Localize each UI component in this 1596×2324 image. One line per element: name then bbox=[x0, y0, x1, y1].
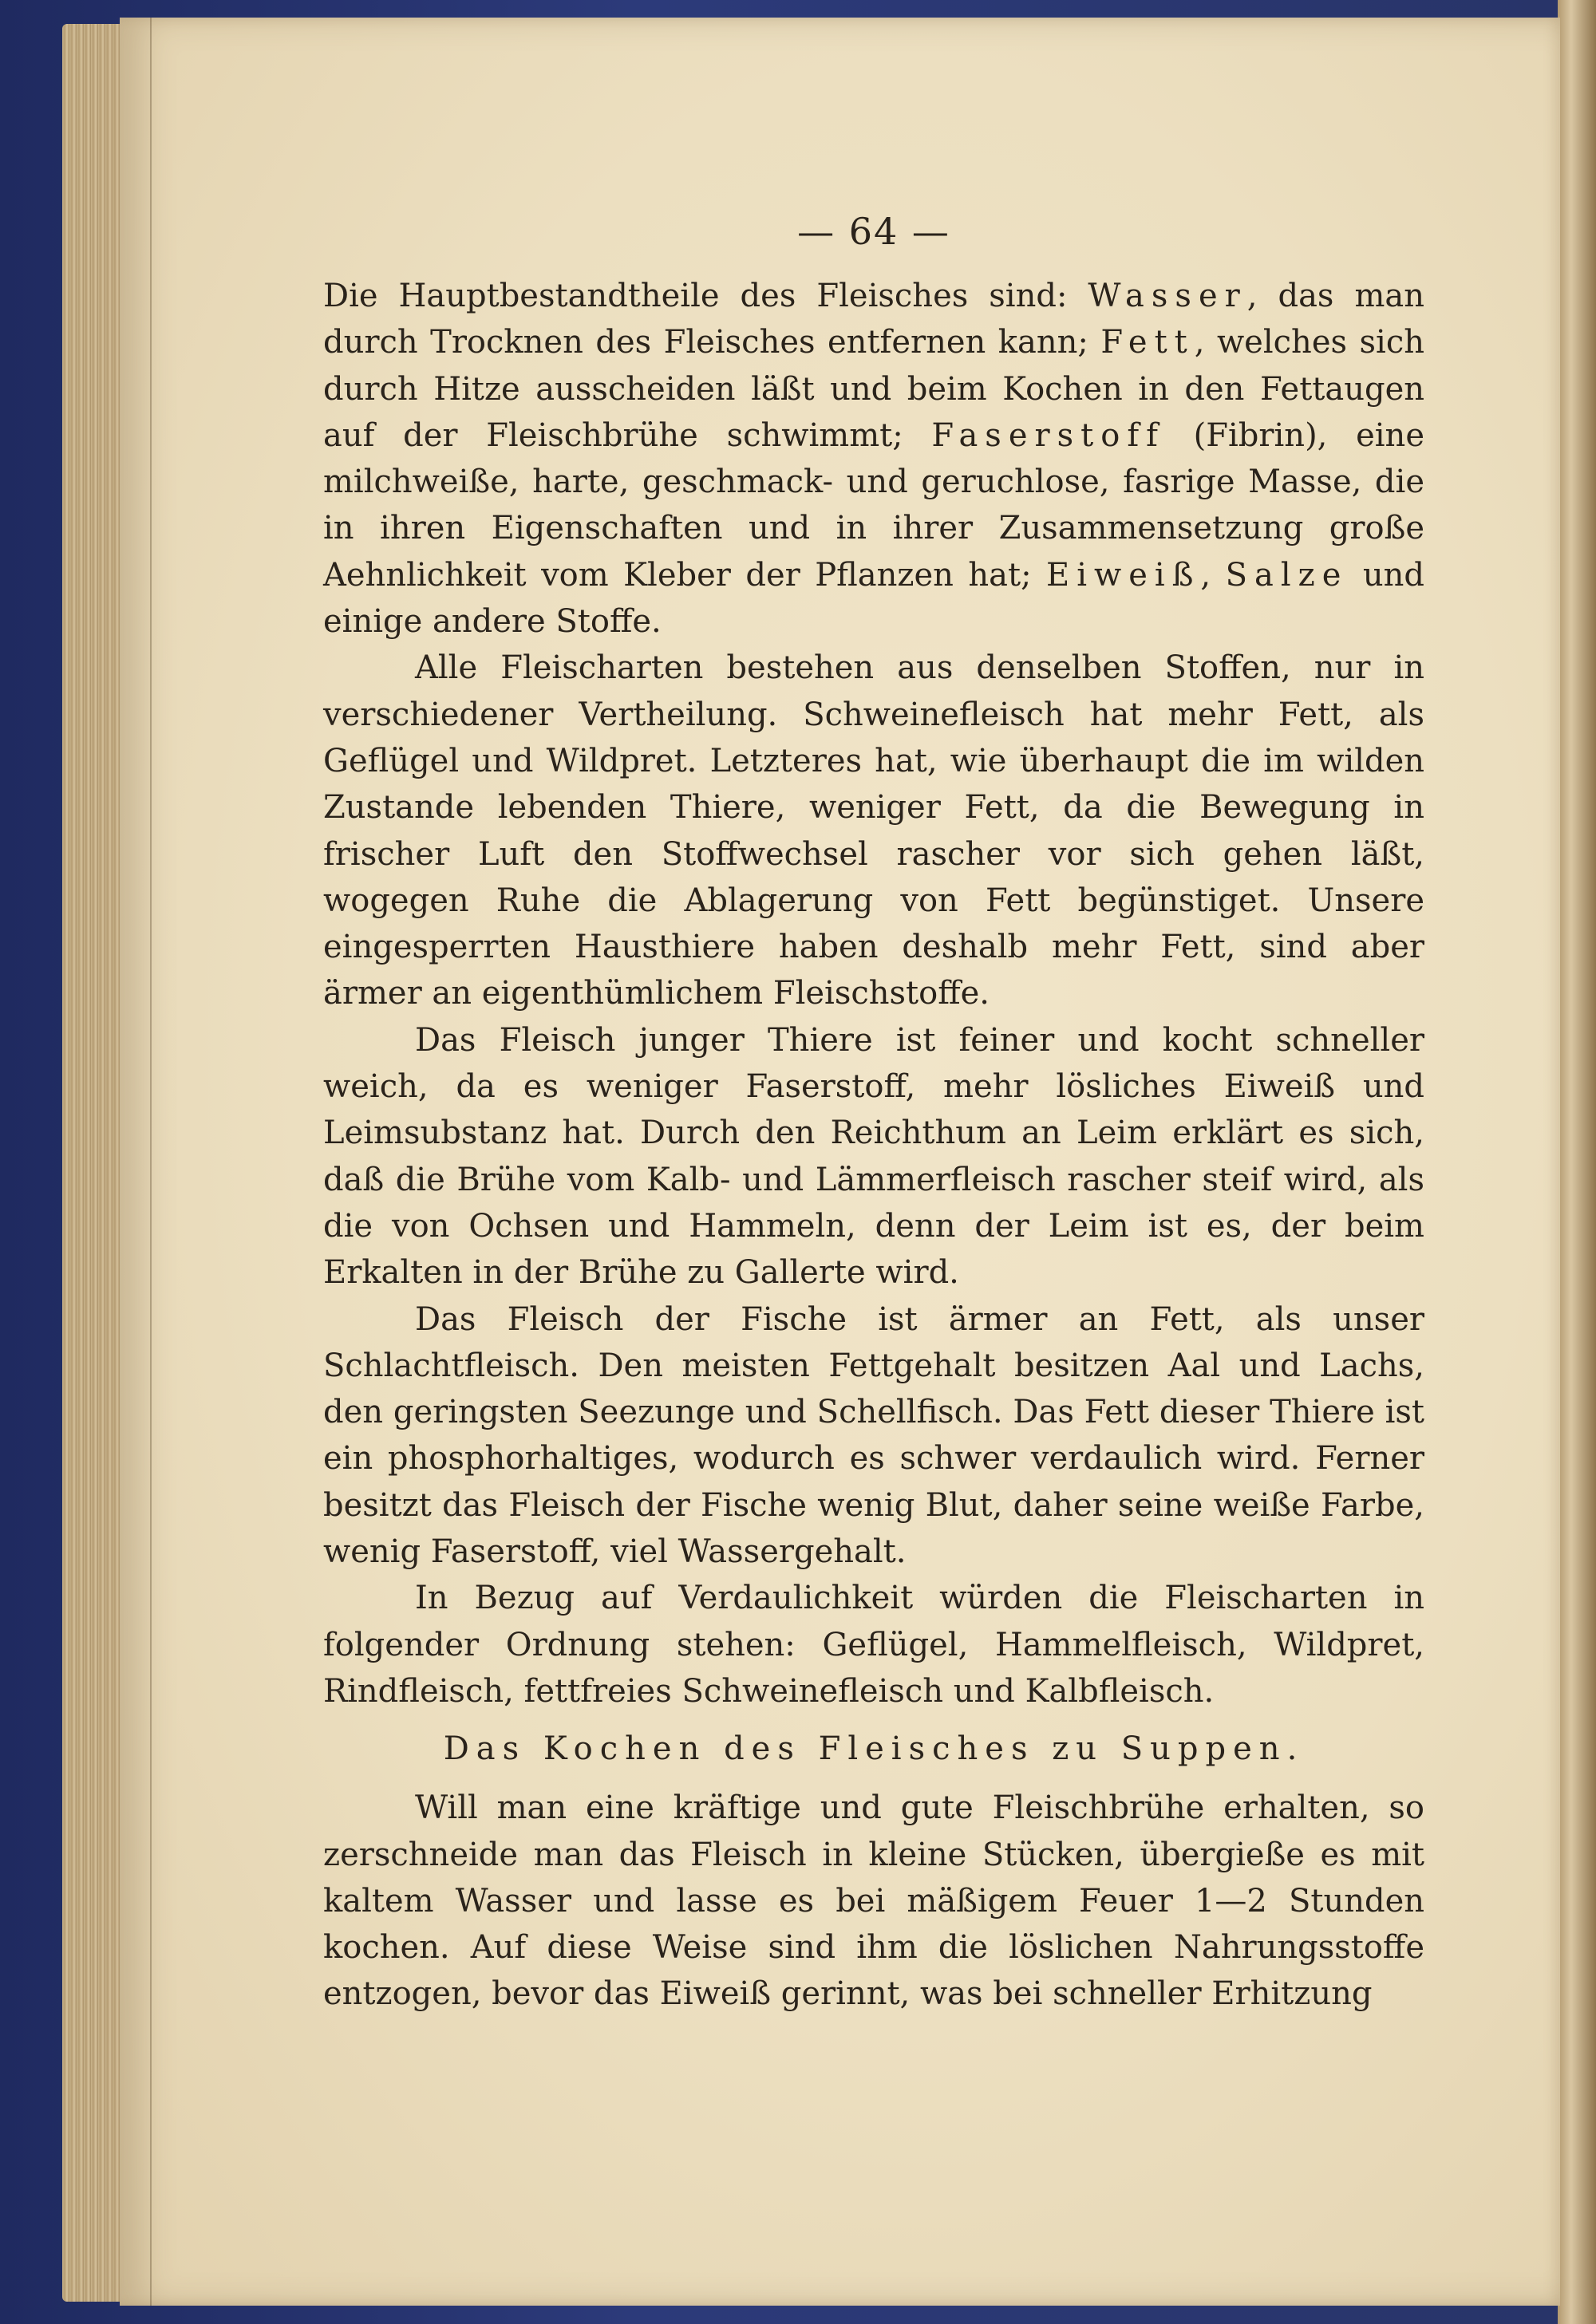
gutter-line bbox=[150, 18, 152, 2306]
text-run: Die Hauptbestandtheile des Fleisches sind: bbox=[323, 278, 1088, 314]
text-run: In Bezug auf Verdaulichkeit würden die Fleischarten in folgender Ordnung stehen: Geflügel, Hammelfleisch, Wildpret, Rindfleisch, fettfreies Schweinefleisch und Kalbfleisch. bbox=[323, 1580, 1424, 1710]
emphasized-term: Eiweiß bbox=[1046, 556, 1201, 594]
text-run: Das Fleisch junger Thiere ist feiner und kocht schneller weich, da es weniger Faserstoff, mehr lösliches Eiweiß und Leimsubstanz hat. Durch den Reichthum an Leim erklärt es sich, daß die Brühe vom Kalb- und Lämmerfleisch rascher steif wird, als die von Ochsen und Hammeln, denn der Leim ist es, der beim Erkalten in der Brühe zu Gallerte wird. bbox=[323, 1021, 1424, 1292]
body-paragraph bbox=[323, 1017, 1424, 1296]
body-paragraphs bbox=[323, 273, 1424, 1714]
text-run: und einige andere Stoffe. bbox=[323, 556, 1424, 641]
text-run: , welches sich durch Hitze ausscheiden läßt und beim Kochen in den Fettaugen auf der Fleischbrühe schwimmt; bbox=[323, 324, 1424, 454]
emphasized-term: Fett bbox=[1100, 324, 1195, 361]
body-paragraph bbox=[323, 273, 1424, 645]
page-content bbox=[323, 206, 1424, 2018]
text-run: (Fibrin), eine milchweiße, harte, geschmack- und geruchlose, fasrige Masse, die in ihren Eigenschaften und in ihrer Zusammensetzung große Aehnlichkeit vom Kleber der Pflanzen hat; bbox=[323, 416, 1424, 594]
emphasized-term: Wasser bbox=[1088, 278, 1247, 314]
text-run: Alle Fleischarten bestehen aus denselben Stoffen, nur in verschiedener Vertheilung. Schweinefleisch hat mehr Fett, als Geflügel und Wildpret. Letzteres hat, wie überhaupt die im wilden Zustande lebenden Thiere, weniger Fett, da die Bewegung in frischer Luft den Stoffwechsel rascher vor sich gehen läßt, wogegen Ruhe die Ablagerung von Fett begünstiget. Unsere eingesperrten Hausthiere haben deshalb mehr Fett, sind aber ärmer an eigenthümlichem Fleischstoffe. bbox=[323, 649, 1424, 1012]
body-paragraph bbox=[323, 645, 1424, 1016]
text-run: , das man durch Trocknen des Fleisches entfernen kann; bbox=[323, 278, 1424, 361]
body-paragraph bbox=[323, 1575, 1424, 1714]
page-edges-right bbox=[1558, 0, 1596, 2324]
emphasized-term: Salze bbox=[1225, 556, 1349, 594]
page-number: — 64 — bbox=[797, 210, 950, 253]
emphasized-term: Faserstoff bbox=[931, 416, 1165, 454]
text-run: , bbox=[1200, 556, 1226, 594]
section-heading: Das Kochen des Fleisches zu Suppen. bbox=[443, 1730, 1305, 1768]
final-paragraph: Will man eine kräftige und gute Fleischbrühe erhalten, so zerschneide man das Fleisch in kleine Stücken, übergieße es mit kaltem Wasser und lasse es bei mäßigem Feuer 1—2 Stunden kochen. Auf diese Weise sind ihm die löslichen Nahrungsstoffe entzogen, bevor das Eiweiß gerinnt, was bei schneller Erhitzung bbox=[323, 1789, 1424, 2013]
text-run: Das Fleisch der Fische ist ärmer an Fett, als unser Schlachtfleisch. Den meisten Fettgehalt besitzen Aal und Lachs, den geringsten Seezunge und Schellfisch. Das Fett dieser Thiere ist ein phosphorhaltiges, wodurch es schwer verdaulich wird. Ferner besitzt das Fleisch der Fische wenig Blut, daher seine weiße Farbe, wenig Faserstoff, viel Wassergehalt. bbox=[323, 1300, 1424, 1571]
body-paragraph bbox=[323, 1296, 1424, 1576]
